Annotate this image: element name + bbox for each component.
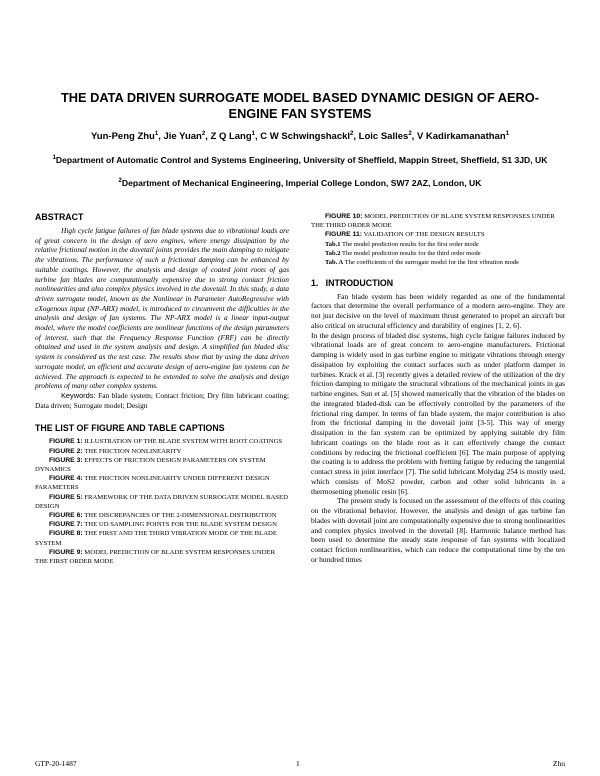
- caption-list-right: [311, 212, 565, 240]
- intro-paragraph-3: The present study is focused on the assessment of the effects of this coating on the vibrational behavior. However, the analysis and design of gas turbine fan blades with dovetail joint are computationally expensive due to strong nonlinearities and complex physics involved in the dovetail [8]. Harmonic balance method has been used to determine the steady state response of fan systems with localized contact friction nonlinearities, which can reduce the computational time by the ten or hundred times: [311, 496, 565, 564]
- figure-caption-text: MODEL PREDICTION OF BLADE SYSTEM RESPONSES UNDER THE FIRST ORDER MODE: [35, 548, 276, 565]
- figure-caption-text: THE FRICTION NONLINEARITY: [84, 447, 182, 455]
- title-line-2: ENGINE FAN SYSTEMS: [228, 106, 372, 121]
- author-name: Yun-Peng Zhu: [91, 131, 155, 142]
- author: [91, 131, 158, 142]
- figure-caption-text: THE UD SAMPLING POINTS FOR THE BLADE SYSTEM DESIGN: [84, 521, 277, 529]
- figure-caption-label: FIGURE 2:: [49, 447, 83, 455]
- figure-caption-label: FIGURE 7:: [49, 521, 83, 529]
- author-name: Z Q Lang: [210, 131, 252, 142]
- abstract-text: High cycle fatigue failures of fan blade systems due to vibrational loads are of great concern in the design of aero engines, where energy dissipation by the relative frictional motion in the dovetail joints provides the main damping to mitigate the vibrations. The performance of such a frictional damping can be enhanced by suitable coatings. However, the analysis and design of coated joint roots of gas turbine fan blades are computationally expensive due to strong contact friction nonlinearities and also complex physics involved in the dovetail. In this study, a data driven surrogate model, known as the Nonlinear in Parameter AutoRegressive with eXogenous input (NP-ARX) model, is introduced to circumvent the difficulties in the analysis and design of fan systems. The NP-ARX model is a linear input-output model, where the model coefficients are nonlinear functions of the design parameters of interest, such that the Frequency Response Function (FRF) can be directly obtained and used in the system analysis and design. A simplified fan bladed disc system is considered as the test case. The results show that by using the data driven surrogate model, an efficient and accurate design of aero-engine fan systems can be achieved. The approach is expected to be extended to solve the analysis and design problems of many other complex systems.: [35, 226, 289, 391]
- introduction-heading: 1. INTRODUCTION: [311, 277, 394, 288]
- figure-caption-label: FIGURE 4:: [49, 475, 83, 483]
- figure-caption-text: THE FRICTION NONLINEARITY UNDER DIFFERENT DESIGN PARAMETERS: [35, 475, 270, 492]
- keywords-text: Fan blade system; Contact friction; Dry film lubricant coating; Data driven; Surrogate model; Design: [35, 390, 289, 410]
- figure-caption-text: MODEL PREDICTION OF BLADE SYSTEM RESPONSES UNDER THE THIRD ORDER MODE: [311, 213, 555, 230]
- affiliation-2-text: Department of Mechanical Engineering, Imperial College London, SW7 2AZ, London, UK: [121, 178, 482, 188]
- affiliation-1-text: Department of Automatic Control and Systems Engineering, University of Sheffield, Mappin Street, Sheffield, S1 3JD, UK: [55, 155, 548, 165]
- figure-caption-text: FRAMEWORK OF THE DATA DRIVEN SURROGATE MODEL BASED DESIGN: [35, 493, 288, 510]
- intro-paragraph-1: Fan blade system has been widely regarded as one of the fundamental factors that determine the overall performance of a modern aero-engine. They are not just decisive on the level of maximum thrust generated to propel an aircraft but also critical on structural efficiency and durability of engines [1, 2, 6].: [311, 291, 565, 330]
- table-caption-text: The model prediction results for the third order mode: [342, 249, 481, 257]
- figure-caption: [35, 511, 289, 520]
- author-affiliation-marker: 2: [201, 130, 206, 137]
- author: [359, 131, 412, 142]
- figure-caption-label: FIGURE 5:: [49, 493, 83, 501]
- footer-page-number: 1: [296, 759, 300, 768]
- author-affiliation-marker: 1: [154, 130, 159, 137]
- table-caption: [311, 240, 565, 249]
- author-list: Yun-Peng Zhu$^1$, Jie Yuan$^2$, Z Q Lang$^1$, C W Schwingshackl$^2$, Loic Salles$^2$, V Kadirkamanathan$^1$: [91, 130, 509, 142]
- keywords-label: Keywords:: [61, 390, 96, 400]
- table-caption-list: [311, 240, 565, 267]
- figure-caption-label: FIGURE 10:: [325, 213, 363, 220]
- title-line-1: THE DATA DRIVEN SURROGATE MODEL BASED DYNAMIC DESIGN OF AERO-: [60, 90, 539, 105]
- author: [417, 131, 509, 142]
- author: [211, 131, 256, 142]
- figure-caption: [35, 437, 289, 446]
- figure-caption-text: THE FIRST AND THE THIRD VIBRATION MODE OF THE BLADE SYSTEM: [35, 530, 277, 547]
- keywords: [35, 391, 289, 410]
- figure-caption-text: EFFECTS OF FRICTION DESIGN PARAMETERS ON SYSTEM DYNAMICS: [35, 456, 266, 473]
- table-caption-label: Tab.2: [325, 249, 341, 257]
- intro-paragraph-2: In the design process of bladed disc systems, high cycle fatigue failures induced by vibrational loads are of great concern to aero-engine manufacturers. Frictional damping is widely used in gas turbine engine to mitigate vibrations through energy dissipation by exploiting the contact surfaces such as under platform damper in turbines. Krack et al. [3] recently gives a detailed review of the utilization of the dry friction damping to mitigate the structural vibrations of the mechanical joints in gas turbine engines. Sun et al. [5] showed numerically that the vibration of the blades on the integrated bladed-disk can be effectively controlled by the parameters of the frictional ring damper. In terms of fan blade system, the major contribution is also from the frictional damping in the dovetail joint [3-5]. This way of energy dissipation in the fan system can be optimized by applying suitable dry film lubricant coatings on the blade root as it can effectively change the contact conditions by reducing the frictional coefficient [6]. The main purpose of applying the coating is to address the problem with fretting fatigue by reducing the tangential contact stress in joint interface [7]. The solid lubricant Molydag 254 is mostly used, which consists of MoS2 powder, carbon and other solid lubricants in a thermosetting phenolic resin [6].: [311, 330, 565, 496]
- figure-caption: [35, 456, 289, 474]
- table-caption-text: The model prediction results for the first order mode: [342, 240, 479, 248]
- affiliation-2: [34, 178, 566, 189]
- table-caption: [311, 249, 565, 258]
- abstract-heading: ABSTRACT: [35, 212, 84, 222]
- affiliation-1: [34, 155, 566, 166]
- table-caption-label: Tab.1: [325, 240, 341, 248]
- figure-caption-text: VALIDATION OF THE DESIGN RESULTS: [363, 231, 485, 239]
- left-column: [35, 212, 289, 566]
- figure-caption-text: THE DISCREPANCIES OF THE 2-DIMENSIONAL DISTRIBUTION: [84, 511, 277, 519]
- author: [260, 131, 353, 142]
- figure-caption-label: FIGURE 3:: [49, 456, 83, 464]
- captions-heading: THE LIST OF FIGURE AND TABLE CAPTIONS: [35, 423, 225, 434]
- affiliation-2-marker: 2: [118, 178, 122, 185]
- table-caption-text: The coefficients of the surrogate model for the first vibration mode: [344, 258, 519, 266]
- footer-author: Zhu: [552, 759, 565, 768]
- footer-paper-id: GTP-20-1487: [35, 759, 77, 768]
- figure-caption: [311, 212, 565, 230]
- figure-caption: [35, 548, 289, 566]
- author: [163, 131, 205, 142]
- author-affiliation-marker: 2: [350, 130, 354, 137]
- figure-caption: [311, 230, 565, 239]
- figure-caption: [35, 493, 289, 511]
- author-affiliation-marker: 2: [408, 130, 412, 137]
- author-name: C W Schwingshackl: [260, 131, 351, 142]
- table-caption: [311, 258, 565, 267]
- author-name: Jie Yuan: [163, 131, 202, 142]
- paper-title: [40, 90, 560, 122]
- figure-caption-label: FIGURE 6:: [49, 511, 83, 519]
- figure-caption-label: FIGURE 8:: [49, 530, 83, 538]
- table-caption-label: Tab. A: [325, 258, 344, 266]
- affiliation-1-marker: 1: [52, 155, 56, 162]
- figure-caption-label: FIGURE 9:: [49, 548, 83, 556]
- figure-caption: [35, 529, 289, 547]
- figure-caption-label: FIGURE 11:: [325, 231, 363, 239]
- caption-list-left: [35, 437, 289, 566]
- figure-caption-text: ILLUSTRATION OF THE BLADE SYSTEM WITH ROOT COATINGS: [84, 438, 283, 446]
- author-name: Loic Salles: [358, 131, 409, 142]
- figure-caption-label: FIGURE 1:: [49, 438, 83, 446]
- right-column: [311, 212, 565, 565]
- author-affiliation-marker: 1: [251, 130, 256, 137]
- figure-caption: [35, 447, 289, 456]
- figure-caption: [35, 474, 289, 492]
- author-affiliation-marker: 1: [505, 130, 509, 137]
- figure-caption: [35, 520, 289, 529]
- author-name: V Kadirkamanathan: [416, 131, 506, 142]
